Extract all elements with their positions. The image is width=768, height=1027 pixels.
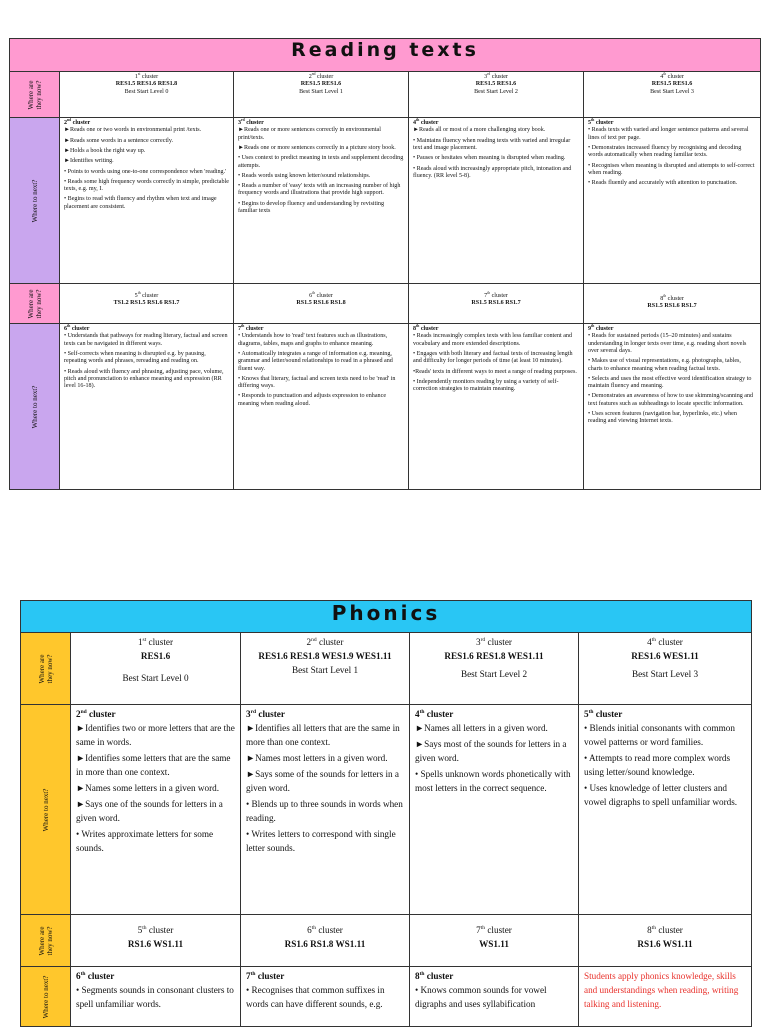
phonics-header-cell: 1st cluster RES1.6 Best Start Level 0 [71,633,241,705]
phonics-criteria-cell: 2nd cluster ►Identifies two or more letters that are the same in words. ►Identifies some letters that are the same in more than one context. ►Names some letters in a given word. ►Says one of the sounds for letters in a given word. • Writes approximate letters for some sounds. [71,705,241,915]
reading-header-cell: 6th cluster RS1.5 RS1.6 RS1.8 [234,284,409,324]
phonics-summary-note: Students apply phonics knowledge, skills and understandings when reading, writing talking and listening. [579,967,752,1027]
phonics-where-now-label-2: Where are they now? [21,915,71,967]
phonics-criteria-cell: 5th cluster • Blends initial consonants with common vowel patterns or word families. • Attempts to read more complex words using letter/sound knowledge. • Uses knowledge of letter clusters and vowel digraphs to spell unfamiliar words. [579,705,752,915]
reading-criteria-cell: 8th cluster • Reads increasingly complex texts with less familiar content and vocabulary and more extended descriptions. • Engages with both literary and factual texts of increasing length and difficulty for longer periods of time (at least 10 minutes). •Reads' texts in different ways to meet a range of reading purposes. • Independently monitors reading by using a variety of self-correction strategies to maintain meaning. [409,324,584,490]
reading-where-now-label-2: Where are they now? [10,284,60,324]
reading-criteria-cell: 3rd cluster ►Reads one or more sentences correctly in environmental print/texts. ►Reads one or more sentences correctly in a picture story book. • Uses context to predict meaning in texts and supplement decoding attempts. • Reads words using known letter/sound relationships. • Reads a number of 'easy' texts with an increasing number of high frequency words and illustrations that provide high support. • Begins to develop fluency and understanding by revisiting familiar texts [234,118,409,284]
phonics-header-cell: 8th cluster RS1.6 WS1.11 [579,915,752,967]
reading-criteria-cell: 9th cluster • Reads for sustained periods (15–20 minutes) and sustains understanding in longer texts over time, e.g. reading short novels over several days. • Makes use of visual representations, e.g. photographs, tables, charts to enhance meaning when reading factual texts. • Selects and uses the most effective word identification strategy to maintain fluency and meaning. • Demonstrates an awareness of how to use skimming/scanning and text features such as subheadings to locate specific information. • Uses screen features (navigation bar, hyperlinks, etc.) when reading and viewing Internet texts. [584,324,761,490]
phonics-criteria-cell: 8th cluster • Knows common sounds for vowel digraphs and uses syllabification [410,967,579,1027]
phonics-where-next-label: Where to next? [21,705,71,915]
phonics-header-cell: 2nd cluster RES1.6 RES1.8 WES1.9 WES1.11 Best Start Level 1 [241,633,410,705]
phonics-criteria-cell: 3rd cluster ►Identifies all letters that are the same in more than one context. ►Names most letters in a given word. ►Says some of the sounds for letters in a given word. • Blends up to three sounds in words when reading. • Writes letters to correspond with single letter sounds. [241,705,410,915]
reading-header-cell: 2nd cluster RES1.5 RES1.6 Best Start Level 1 [234,72,409,118]
phonics-where-next-label-2: Where to next? [21,967,71,1027]
reading-texts-table [9,38,761,490]
phonics-header-cell: 5th cluster RS1.6 WS1.11 [71,915,241,967]
reading-criteria-cell: 5th cluster • Reads texts with varied and longer sentence patterns and several lines of text per page. • Demonstrates increased fluency by recognising and decoding words automatically when reading familiar texts. • Recognises when meaning is disrupted and attempts to self-correct when reading. • Reads fluently and accurately with attention to punctuation. [584,118,761,284]
reading-header-cell: 5th cluster TS1.2 RS1.5 RS1.6 RS1.7 [60,284,234,324]
phonics-criteria-cell: 7th cluster • Recognises that common suffixes in words can have different sounds, e.g. [241,967,410,1027]
reading-criteria-cell: 4th cluster ►Reads all or most of a more challenging story book. • Maintains fluency when reading texts with varied and irregular text and image placement. • Pauses or hesitates when meaning is disrupted when reading. • Reads aloud with increasingly appropriate pitch, intonation and fluency. (RR level 5-8). [409,118,584,284]
reading-where-next-label-2: Where to next? [10,324,60,490]
reading-criteria-cell: 7th cluster • Understands how to 'read' text features such as illustrations, diagrams, tables, maps and graphs to enhance meaning. • Automatically integrates a range of information e.g. meaning, grammar and letter/sound relationships to read in a phrased and fluent way. • Knows that literary, factual and screen texts need to be 'read' in differing ways. • Responds to punctuation and adjusts expression to enhance meaning when reading aloud. [234,324,409,490]
reading-title: Reading texts [10,39,761,72]
reading-header-cell: 8th cluster RS1.5 RS1.6 RS1.7 [584,284,761,324]
phonics-where-now-label: Where are they now? [21,633,71,705]
reading-header-cell: 7th cluster RS1.5 RS1.6 RS1.7 [409,284,584,324]
reading-where-now-label: Where are they now? [10,72,60,118]
reading-where-next-label: Where to next? [10,118,60,284]
reading-criteria-cell: 6th cluster • Understands that pathways for reading literary, factual and screen texts can be navigated in different ways. • Self-corrects when meaning is disrupted e.g. by pausing, repeating words and phrases, rereading and reading on. • Reads aloud with fluency and phrasing, adjusting pace, volume, pitch and pronunciation to enhance meaning and expression (RR level 16-18). [60,324,234,490]
phonics-header-cell: 4th cluster RES1.6 WES1.11 Best Start Level 3 [579,633,752,705]
reading-header-cell: 1st cluster RES1.5 RES1.6 RES1.8 Best Start Level 0 [60,72,234,118]
phonics-criteria-cell: 6th cluster • Segments sounds in consonant clusters to spell unfamiliar words. [71,967,241,1027]
phonics-header-cell: 7th cluster WS1.11 [410,915,579,967]
reading-criteria-cell: 2nd cluster ►Reads one or two words in environmental print /texts. ►Reads some words in a sentence correctly. ►Holds a book the right way up. ►Identifies writing. • Points to words using one-to-one correspondence when 'reading.' • Reads some high frequency words correctly in simple, predictable texts, e.g. my, I. • Begins to read with fluency and rhythm when text and image placement are consistent. [60,118,234,284]
reading-header-cell: 4th cluster RES1.5 RES1.6 Best Start Level 3 [584,72,761,118]
reading-header-cell: 3rd cluster RES1.5 RES1.6 Best Start Level 2 [409,72,584,118]
phonics-table [20,600,752,1027]
phonics-header-cell: 6th cluster RS1.6 RS1.8 WS1.11 [241,915,410,967]
phonics-criteria-cell: 4th cluster ►Names all letters in a given word. ►Says most of the sounds for letters in a given word. • Spells unknown words phonetically with most letters in the correct sequence. [410,705,579,915]
phonics-header-cell: 3rd cluster RES1.6 RES1.8 WES1.11 Best Start Level 2 [410,633,579,705]
phonics-title: Phonics [21,601,752,633]
